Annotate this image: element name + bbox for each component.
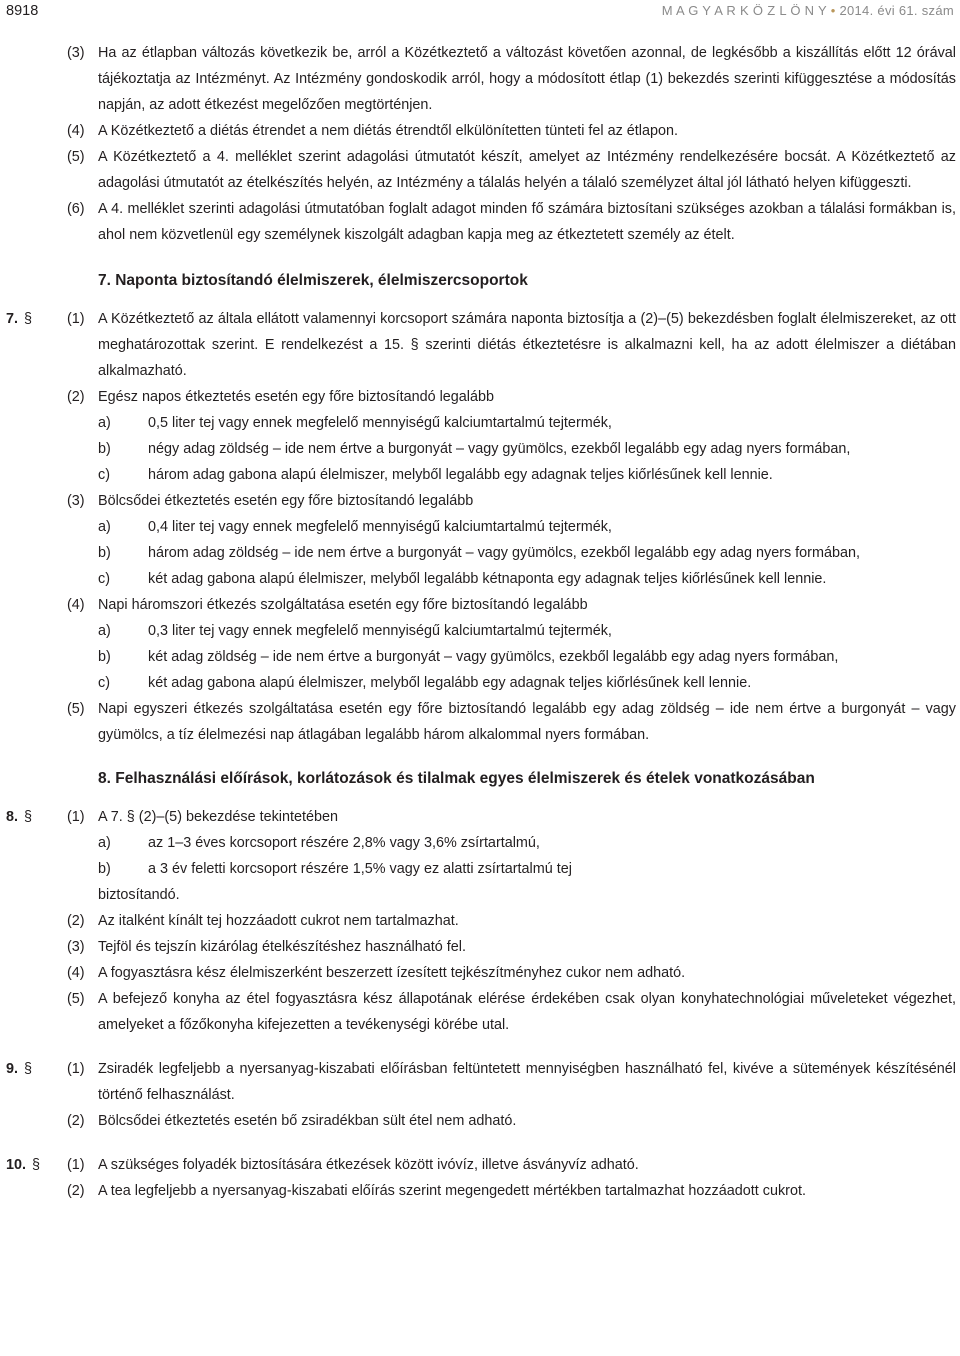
paragraph-5: (5) A Közétkeztető a 4. melléklet szerint adagolási útmutatót készít, amelyet az Intézmény rendelkezésére bocsát. A Közétkeztető az adagolási útmutatót az ételkészítés helyén, az Intézmény a tálalás helyén a tálaló személyzet által jól látható helyen kifüggeszti. [67, 149, 956, 191]
list-item: b) két adag zöldség – ide nem értve a burgonyát – vagy gyümölcs, ezekből legalább egy adag nyers formában, [98, 649, 839, 665]
s10-paragraph-1: 10. § (1) A szükséges folyadék biztosítására étkezések között ivóvíz, illetve ásványvíz adható. [0, 1152, 960, 1178]
s7-paragraph-4: (4) Napi háromszori étkezés szolgáltatása esetén egy főre biztosítandó legalább [67, 597, 588, 613]
list-item: a) az 1–3 éves korcsoport részére 2,8% vagy 3,6% zsírtartalmú, [98, 835, 540, 851]
publication-header [662, 3, 954, 18]
s7-paragraph-1: 7. § (1) A Közétkeztető az általa ellátott valamennyi korcsoport számára naponta biztosítja a (2)–(5) bekezdésben foglalt élelmiszereket, az ott meghatározottak szerint. E rendelkezést a 15. § szerinti diétás étkeztetésre is alkalmazni kell, ha az adott élelmiszer a diétában alkalmazható. [0, 306, 960, 384]
s7-paragraph-5: (5) Napi egyszeri étkezés szolgáltatása esetén egy főre biztosítandó legalább egy adag zöldség – ide nem értve a burgonyát – vagy gyümölcs, a tíz élelmezési nap átlagában legalább három alkalommal nyers formában. [67, 701, 956, 743]
paragraph-4: (4) A Közétkeztető a diétás étrendet a nem diétás étrendtől elkülönítetten tünteti fel az étlapon. [67, 123, 679, 139]
list-item: a) 0,4 liter tej vagy ennek megfelelő mennyiségű kalciumtartalmú tejtermék, [98, 519, 612, 535]
section-label-7: 7. § [6, 311, 33, 327]
publication-title: M A G Y A R K Ö Z L Ö N Y [661, 3, 827, 18]
list-item: c) három adag gabona alapú élelmiszer, melyből legalább egy adagnak teljes kiőrlésűnek kell lennie. [98, 467, 773, 483]
paragraph-6: (6) A 4. melléklet szerinti adagolási útmutatóban foglalt adagot minden fő számára biztosítani szükséges azokban a tálalási formákban is, ahol nem közvetlenül egy személynek kiszolgált adagban kapja meg az étkeztetett személy az ételt. [67, 201, 956, 243]
section-heading-7: 7. Naponta biztosítandó élelmiszerek, élelmiszercsoportok [98, 272, 528, 289]
list-item: c) két adag gabona alapú élelmiszer, melyből legalább egy adagnak teljes kiőrlésűnek kell lennie. [98, 675, 752, 691]
s7-paragraph-3: (3) Bölcsődei étkeztetés esetén egy főre biztosítandó legalább [67, 493, 474, 509]
section-label-10: 10. § [6, 1157, 41, 1173]
page-number: 8918 [6, 3, 39, 19]
list-item: b) három adag zöldség – ide nem értve a burgonyát – vagy gyümölcs, ezekből legalább egy adag nyers formában, [98, 545, 860, 561]
list-item: a) 0,3 liter tej vagy ennek megfelelő mennyiségű kalciumtartalmú tejtermék, [98, 623, 612, 639]
s8-paragraph-4: (4) A fogyasztásra kész élelmiszerként beszerzett ízesített tejkészítményhez cukor nem adható. [67, 965, 686, 981]
page-header [0, 0, 960, 26]
s8-paragraph-3: (3) Tejföl és tejszín kizárólag ételkészítéshez használható fel. [67, 939, 466, 955]
s8-paragraph-2: (2) Az italként kínált tej hozzáadott cukrot nem tartalmazhat. [67, 913, 459, 929]
issue-label: 2014. évi 61. szám [839, 3, 954, 18]
list-item: a) 0,5 liter tej vagy ennek megfelelő mennyiségű kalciumtartalmú tejtermék, [98, 415, 612, 431]
s8-paragraph-1-tail: biztosítandó. [98, 887, 180, 903]
list-item: c) két adag gabona alapú élelmiszer, melyből legalább kétnaponta egy adagnak teljes kiőrlésűnek kell lennie. [98, 571, 827, 587]
s8-paragraph-5: (5) A befejező konyha az étel fogyasztásra kész állapotának elérése érdekében csak olyan konyhatechnológiai műveleteket végezhet, amelyeket a főzőkonyha kifejezetten a tevékenységi körébe utal. [67, 991, 956, 1033]
paragraph-3: (3) Ha az étlapban változás következik be, arról a Közétkeztető a változást követően azonnal, de legkésőbb a kiszállítás előtt 12 órával tájékoztatja az Intézményt. Az Intézmény gondoskodik arról, hogy a módosított étlap (1) bekezdés szerinti kifüggesztése a módosítás napján, az adott étkezést megelőzően megtörténjen. [67, 45, 956, 113]
s9-paragraph-2: (2) Bölcsődei étkeztetés esetén bő zsiradékban sült étel nem adható. [67, 1113, 517, 1129]
list-item: b) a 3 év feletti korcsoport részére 1,5% vagy ez alatti zsírtartalmú tej [98, 861, 572, 877]
list-item: b) négy adag zöldség – ide nem értve a burgonyát – vagy gyümölcs, ezekből legalább egy adag nyers formában, [98, 441, 851, 457]
s10-paragraph-2: (2) A tea legfeljebb a nyersanyag-kiszabati előírás szerint megengedett mértékben tartalmazhat hozzáadott cukrot. [67, 1183, 806, 1199]
s7-paragraph-2: (2) Egész napos étkeztetés esetén egy főre biztosítandó legalább [67, 389, 495, 405]
section-label-8: 8. § [6, 809, 33, 825]
s8-paragraph-1: 8. § (1) A 7. § (2)–(5) bekezdése tekintetében [0, 804, 960, 830]
header-bullet: • [830, 3, 836, 18]
section-heading-8: 8. Felhasználási előírások, korlátozások és tilalmak egyes élelmiszerek és ételek vonatkozásában [98, 770, 815, 787]
document-body [0, 40, 960, 1204]
section-label-9: 9. § [6, 1061, 33, 1077]
s9-paragraph-1: 9. § (1) Zsiradék legfeljebb a nyersanyag-kiszabati előírásban feltüntetett mennyiségben használható fel, kivéve a sütemények készítésénél történő felhasználást. [0, 1056, 960, 1108]
